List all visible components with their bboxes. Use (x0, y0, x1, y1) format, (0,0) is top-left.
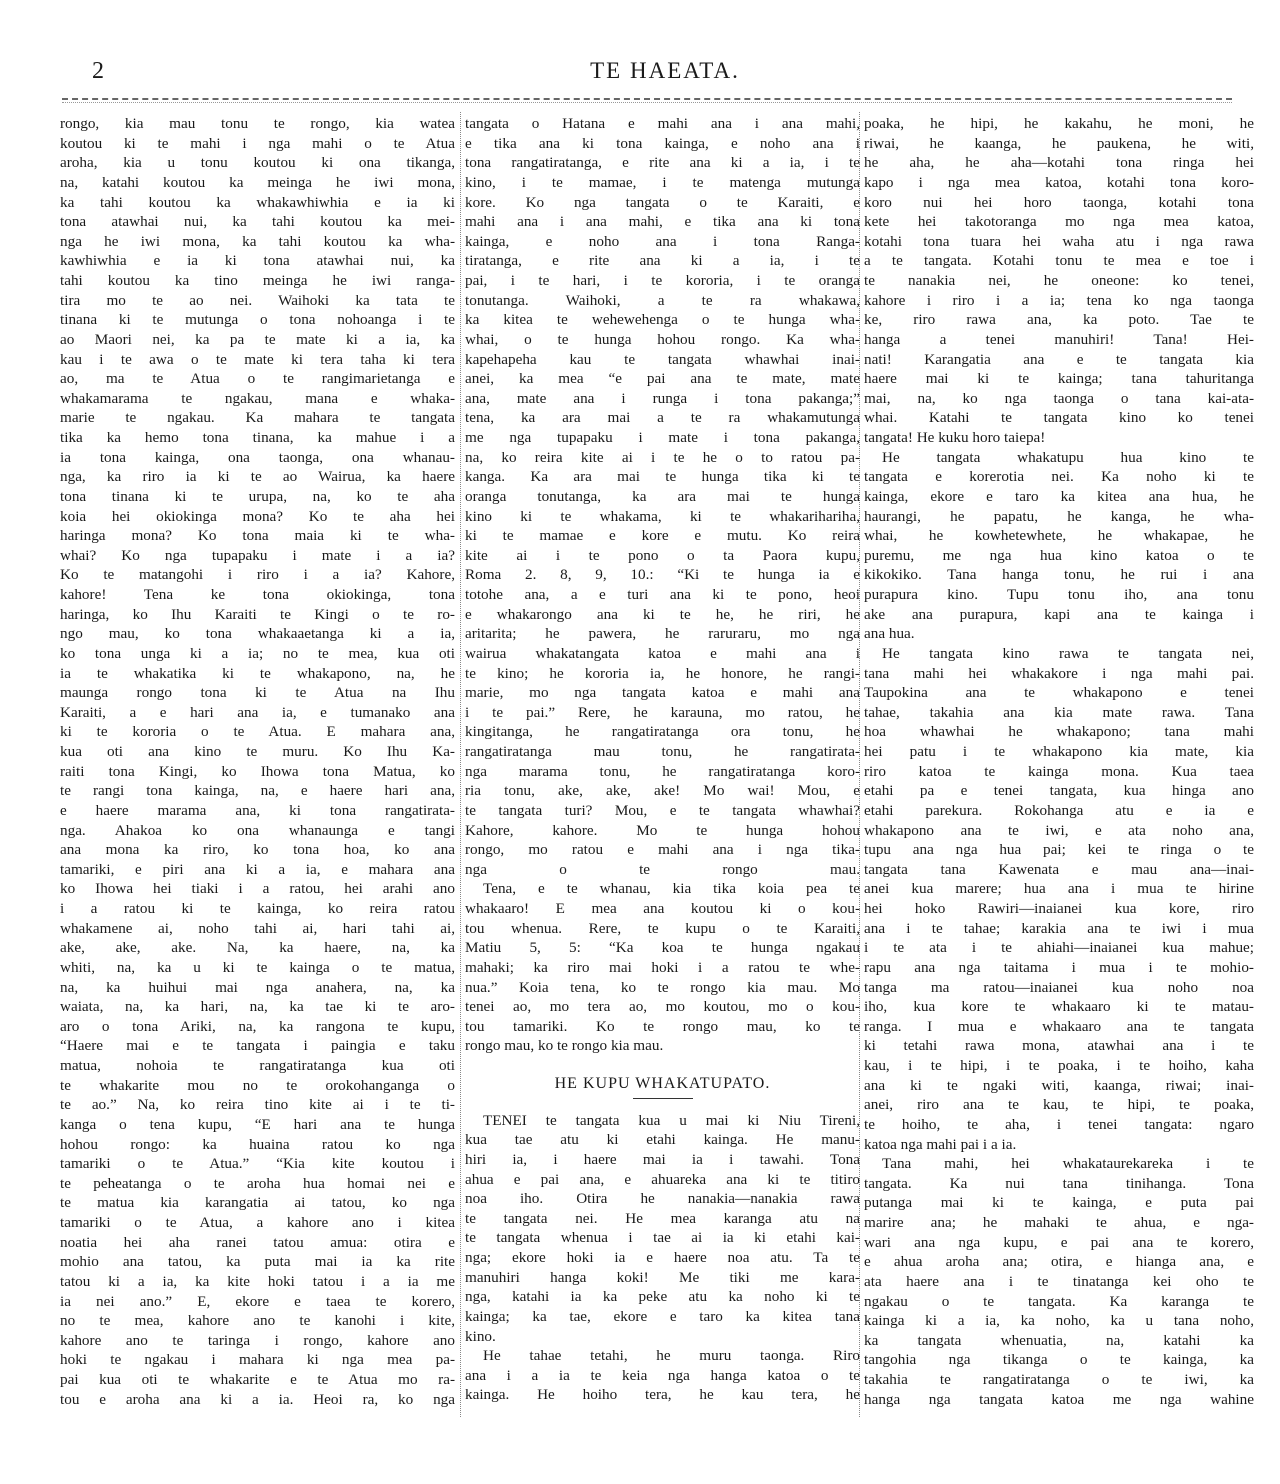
text-line: ata haere ana i te tinatanga kei oho te (864, 1272, 1254, 1290)
text-line: kainga; ka tae, ekore e taro ka kitea tana (465, 1307, 860, 1325)
text-line: Tana mahi, hei whakataurekareka i te (882, 1155, 1254, 1173)
text-line: nga o te rongo mau. (465, 860, 860, 878)
text-line: tanga ma ratou—inaianei kua noho noa (864, 978, 1254, 996)
text-line: whakaaro! E mea ana koutou ki o kou- (465, 900, 860, 917)
text-line: i a ratou ki te kainga, ko reira ratou (60, 900, 455, 917)
text-line: kawhiwhia e ia ki tona atawhai nui, ka (60, 252, 455, 270)
text-line: na, ka huihui mai nga anahera, na, ka (60, 978, 455, 996)
text-line: koutou ki te mahi i nga mahi o te Atua (60, 134, 455, 152)
text-line: nga he iwi mona, ka tahi koutou ka wha- (60, 232, 455, 250)
text-line: kapo i nga mea katoa, kotahi tona koro- (864, 173, 1254, 191)
text-line: kanga. Ka ara mai te hunga tika ki te (465, 468, 860, 486)
text-line: ka tangata whenuatia, na, katahi ka (864, 1331, 1254, 1349)
text-line: kainga, e noho ana i tona Ranga- (465, 232, 860, 250)
header-rule-secondary (62, 102, 1232, 103)
text-line: hoa whawhai he whakapono; tana mahi (864, 723, 1254, 741)
text-line: ao, ma te Atua o te rangimarietanga e (60, 370, 455, 388)
text-line: kino. (465, 1327, 496, 1345)
text-line: tangata. Ka nui tana tinihanga. Tona (864, 1174, 1254, 1192)
paragraph (465, 1346, 860, 1405)
text-line: ake ana purapura, kapi ana te kainga i (864, 605, 1254, 623)
text-line: ka kitea te wehewehenga o te hunga wha- (465, 311, 860, 329)
text-line: iho, kua kore te whakaaro ki te matau- (864, 998, 1254, 1016)
text-line: hei patu i te whakapono kia mate, kia (864, 743, 1254, 760)
text-line: kanga o tena kupu, “E hari ana te hunga (60, 1115, 455, 1133)
text-line: riro katoa te kainga mona. Kua taea (864, 762, 1254, 780)
text-line: nga; ekore hoki ia e haere noa atu. Ta te (465, 1249, 860, 1266)
text-line: purapura kino. Tupu tonu iho, ana tonu (864, 586, 1254, 603)
text-line: whiti, na, ka u ki te kainga o te matua, (60, 958, 455, 976)
text-line: tona rangatiratanga, e rite ana ki a ia, i te (465, 154, 860, 172)
text-line: i te ata i te ahiahi—inaianei kua mahue; (864, 939, 1254, 957)
text-line: ana i te tahae; karakia ana te iwi i mua (864, 919, 1254, 937)
text-line: waiata, na, ka hari, na, ka tae ki te aro- (60, 998, 455, 1016)
text-line: te hoiho, te aha, i tenei tangata: ngaro (864, 1115, 1254, 1133)
text-line: tou whenua. Rere, te kupu o te Karaiti, (465, 919, 860, 937)
text-line: katoa nga mahi pai i a ia. (864, 1135, 1017, 1153)
text-line: nati! Karangatia ana e te tangata kia (864, 350, 1254, 368)
text-line: e haere marama ana, ki tona rangatirata- (60, 801, 455, 819)
text-line: He tahae tetahi, he muru taonga. Riro (483, 1347, 860, 1365)
text-line: na, katahi koutou ka meinga he iwi mona, (60, 173, 455, 191)
text-line: no te mea, kahore ano te kanohi i kite, (60, 1312, 455, 1330)
text-line: kainga ki a ia, ka noho, ka u tana noho, (864, 1312, 1254, 1330)
paragraph (60, 114, 455, 1409)
text-line: marire ana; he mahaki te ahua, e nga- (864, 1214, 1254, 1231)
text-line: Kahore, kahore. Mo te hunga hohou (465, 821, 860, 839)
text-line: hiri ia, i haere mai ia i tawahi. Tona (465, 1150, 860, 1168)
text-line: kahore i riro i a ia; tena ko nga taonga (864, 291, 1254, 309)
text-line: Ko te matangohi i riro i a ia? Kahore, (60, 566, 455, 584)
text-line: hohou rongo: ka huaina ratou ko nga (60, 1135, 455, 1153)
text-line: koro nui hei horo taonga, kotahi tona (864, 193, 1254, 211)
text-line: ngo mau, ko tona whakaaetanga ki a ia, (60, 625, 455, 643)
text-line: hanga nga tangata katoa me nga wahine (864, 1390, 1254, 1408)
text-line: mahi ana i ana mahi, e tika ana ki tona (465, 213, 860, 231)
text-line: whai, he kowhetewhete, he whakapae, he (864, 527, 1254, 545)
text-line: ki tetahi rawa mona, atawhai ana i te (864, 1037, 1254, 1055)
text-line: ko tona unga ki a ia; no te mea, kua oti (60, 644, 455, 662)
text-line: ria tonu, ake, ake, ake! Mo wai! Mou, e (465, 782, 860, 800)
text-line: rangatiratanga mau tonu, he rangatirata- (465, 743, 860, 760)
column-2 (465, 114, 860, 1405)
text-line: te tangata whenua i tae ai ia ki etahi kai- (465, 1229, 860, 1247)
text-line: tangata! He kuku horo taiepa! (864, 429, 1046, 446)
text-line: marie te ngakau. Ka mahara te tangata (60, 409, 455, 427)
text-line: kainga. He hoiho tera, he kau tera, he (465, 1386, 860, 1404)
text-line: poaka, he hipi, he kakahu, he moni, he (864, 115, 1254, 132)
text-line: i te pai.” Rere, he karauna, mo ratou, he (465, 703, 860, 721)
text-line: puremu, me nga hua kino katoa o te (864, 546, 1254, 564)
text-line: Roma 2. 8, 9, 10.: “Ki te hunga ia e (465, 566, 860, 584)
text-line: te matua kia karangatia ai tatou, ko nga (60, 1194, 455, 1212)
text-line: nga marama tonu, he rangatiratanga koro- (465, 762, 860, 780)
text-line: He tangata whakatupu hua kino te (882, 448, 1254, 466)
text-line: te kino; he kororia ia, he honore, he rangi- (465, 664, 860, 682)
column-1 (60, 114, 455, 1409)
text-line: ahua e pai ana, e ahuareka ana ki te titiro (465, 1170, 860, 1188)
text-line: pai kua oti te whakarite e te Atua mo ra- (60, 1371, 455, 1388)
text-line: kau, i te hipi, i te poaka, i te hoiho, kaha (864, 1057, 1254, 1074)
text-line: totohe ana, a e turi ana ki te pono, heoi (465, 586, 860, 603)
text-line: kau i te awa o te mate ki tera taha ki tera (60, 350, 455, 368)
text-line: rongo, kia mau tonu te rongo, kia watea (60, 115, 455, 132)
paragraph (465, 114, 860, 879)
text-line: te tangata nei. He mea karanga atu na (465, 1209, 860, 1227)
text-line: matua, nohoia te rangatiratanga kua oti (60, 1057, 455, 1074)
paragraph (864, 448, 1254, 644)
text-line: Taupokina ana te whakapono e tenei (864, 684, 1254, 702)
text-line: wairua whakatangata katoa e mahi ana i (465, 644, 860, 662)
heading-rule (633, 1098, 693, 1099)
text-line: e ahua aroha ana; otira, e hianga ana, e (864, 1253, 1254, 1271)
text-line: kahore! Tena ke tona okiokinga, tona (60, 586, 455, 603)
text-line: etahi pa e tenei tangata, kua hinga ano (864, 782, 1254, 800)
text-line: nga, ka riro ia ki te ao Wairua, ka haere (60, 468, 455, 486)
text-line: te peheatanga o te aroha hua homai nei e (60, 1174, 455, 1192)
text-line: tonutanga. Waihoki, a te ra whakawa, (465, 291, 860, 309)
text-line: he aha, he aha—kotahi tona ringa hei (864, 154, 1254, 172)
text-line: e tika ana ki tona kainga, e noho ana i (465, 134, 860, 152)
text-line: tamariki, e piri ana ki a ia, e mahara ana (60, 860, 455, 878)
text-line: tira mo te ao nei. Waihoki ka tata te (60, 291, 455, 309)
text-line: tiratanga, e rite ana ki a ia, i te (465, 252, 860, 270)
text-line: ka tahi koutou ka whakawhiwhia e ia ki (60, 193, 455, 211)
text-line: manuhiri hanga koki! Me tiki me kara- (465, 1268, 860, 1286)
text-line: rongo, mo ratou e mahi ana i nga tika- (465, 841, 860, 859)
paragraph (864, 1154, 1254, 1409)
text-line: ia te whakatika ki te whakapono, na, he (60, 664, 455, 682)
text-line: Karaiti, a e hari ana ia, e tumanako ana (60, 703, 455, 721)
text-line: kore. Ko nga tangata o te Karaiti, e (465, 193, 860, 211)
text-line: raiti tona Kingi, ko Ihowa tona Matua, ko (60, 762, 455, 780)
text-line: haurangi, he papatu, he kanga, he wha- (864, 507, 1254, 525)
text-line: kite ai i te pono o ta Paora kupu, (465, 546, 860, 564)
text-line: mahaki; ka riro mai hoki i a ratou te whe- (465, 958, 860, 976)
section-heading: HE KUPU WHAKATUPATO. (554, 1075, 771, 1092)
text-line: ao Maori nei, ka pa te mate ki a ia, ka (60, 330, 455, 348)
text-line: riwai, he kaanga, he paukena, he witi, (864, 134, 1254, 152)
text-line: te nanakia nei, he oneone: ko tenei, (864, 272, 1254, 289)
text-line: hoki te ngakau i mahara ki nga mea pa- (60, 1351, 455, 1369)
text-line: na, ko reira kite ai i te he o to ratou pa- (465, 448, 860, 466)
text-line: kino, i te mamae, i te matenga mutunga (465, 173, 860, 191)
text-line: ana i a ia te keia nga hanga katoa o te (465, 1366, 860, 1384)
text-line: tamariki o te Atua, a kahore ano i kitea (60, 1214, 455, 1231)
text-line: ia nei ano.” E, ekore e taea te korero, (60, 1292, 455, 1310)
text-line: tenei ao, mo tera ao, mo koutou, mo o kou- (465, 998, 860, 1016)
text-line: ia tona kainga, ona taonga, ona whanau- (60, 448, 455, 466)
text-line: ranga. I mua e whakaaro ana te tangata (864, 1017, 1254, 1035)
text-line: tena, ka ara mai a te ra whakamutunga (465, 409, 860, 427)
text-line: kikokiko. Tana hanga tonu, he rui i ana (864, 566, 1254, 584)
text-line: te ao.” Na, ko reira tino kite ai i te ti- (60, 1096, 455, 1114)
text-line: haringa, ko Ihu Karaiti te Kingi o te ro- (60, 605, 455, 623)
header-rule (62, 98, 1232, 100)
text-line: nga, katahi ia ka peke atu ka noho ki te (465, 1288, 860, 1306)
text-line: haringa mona? Ko tona maia ki te wha- (60, 527, 455, 545)
text-line: tupu ana nga hua pai; kei te ringa o te (864, 841, 1254, 859)
text-line: Tena, e te whanau, kia tika koia pea te (483, 880, 860, 898)
text-line: tangohia nga tikanga o te kainga, ka (864, 1351, 1254, 1369)
text-line: maunga rongo tona ki te Atua na Ihu (60, 684, 455, 702)
text-line: te tangata turi? Mou, e te tangata whawhai? (465, 801, 860, 819)
text-line: kino ki te whakama, ki te whakarihariha, (465, 507, 860, 525)
text-line: nga. Ahakoa ko ona whanaunga e tangi (60, 821, 455, 839)
text-line: TENEI te tangata kua u mai ki Niu Tireni, (483, 1111, 860, 1129)
text-line: pai, i te hari, i te kororia, i te oranga (465, 272, 860, 289)
text-line: mohio ana tatou, ka puta mai ia ka rite (60, 1253, 455, 1271)
text-line: ki te mamae e kore e mutu. Ko reira (465, 527, 860, 545)
text-line: kua oti ana kino te muru. Ko Ihu Ka- (60, 743, 455, 760)
text-line: putanga mai ki te kainga, e puta pai (864, 1194, 1254, 1212)
paragraph (864, 644, 1254, 1154)
text-line: ki te kororia o te Atua. E mahara ana, (60, 723, 455, 741)
text-line: oranga tonutanga, ka ara mai te hunga (465, 487, 860, 505)
text-line: ana hua. (864, 625, 915, 643)
text-line: rapu ana nga taitama i mua i te mohio- (864, 958, 1254, 976)
text-line: Matiu 5, 5: “Ka koa te hunga ngakau (465, 939, 860, 957)
text-line: tika ka hemo tona tinana, ka mahue i a (60, 429, 455, 446)
text-line: tahi koutou ka tino meinga he iwi ranga- (60, 272, 455, 289)
text-line: takahia te rangatiratanga o te iwi, ka (864, 1371, 1254, 1388)
column-3 (864, 114, 1254, 1409)
text-line: tahae, takahia ana kia mate rawa. Tana (864, 703, 1254, 721)
text-line: tana mahi hei whakakore i nga mahi pai. (864, 664, 1254, 682)
text-line: hanga a tenei manuhiri! Tana! Hei- (864, 330, 1254, 348)
text-line: whai, o te hunga hohou rongo. Ka wha- (465, 330, 860, 348)
text-line: whakapono ana te iwi, e ata noho ana, (864, 821, 1254, 839)
text-line: ngakau o te tangata. Ka karanga te (864, 1292, 1254, 1310)
text-line: koia hei okiokinga mona? Ko te aha hei (60, 507, 455, 525)
text-line: te whakarite mou no te orokohanganga o (60, 1076, 455, 1094)
text-line: etahi parekura. Rokohanga atu e ia e (864, 801, 1254, 819)
text-line: aroha, kia u tonu koutou ki ona tikanga, (60, 154, 455, 172)
text-line: hei hoko Rawiri—inaianei kua kore, riro (864, 900, 1254, 917)
text-line: tangata e korerotia nei. Ka noho ki te (864, 468, 1254, 486)
text-line: whakamarama te ngakau, mana e whaka- (60, 389, 455, 407)
text-line: noatia hei aha ranei tatou amua: otira e (60, 1233, 455, 1251)
text-line: tinana ki te mutunga o tona nohoanga i te (60, 311, 455, 329)
text-line: wari ana nga kupu, e pai ana te korero, (864, 1233, 1254, 1251)
text-line: He tangata kino rawa te tangata nei, (882, 644, 1254, 662)
text-line: marie, mo nga tangata katoa e mahi ana (465, 684, 860, 702)
text-line: me nga tupapaku i mate i tona pakanga, (465, 429, 860, 446)
text-line: tangata o Hatana e mahi ana i ana mahi, (465, 115, 860, 132)
text-line: kete hei takotoranga mo nga mea katoa, (864, 213, 1254, 231)
text-line: tamariki o te Atua.” “Kia kite koutou i (60, 1155, 455, 1173)
column-divider (460, 112, 461, 1417)
text-line: tona tinana ki te urupa, na, ko te aha (60, 487, 455, 505)
text-line: tangata tana Kawenata e mau ana—inai- (864, 860, 1254, 878)
text-line: kotahi tona tuara hei waha atu i nga rawa (864, 232, 1254, 250)
text-line: tatou ki a ia, ka kite hoki tatou i a ia me (60, 1272, 455, 1290)
text-line: ana mona ka riro, ko tona hoa, ko ana (60, 841, 455, 859)
page-number: 2 (92, 58, 104, 84)
text-line: te rangi tona kainga, na, e haere hari ana, (60, 782, 455, 800)
text-line: “Haere mai e te tangata i paingia e taku (60, 1037, 455, 1055)
text-line: aritarita; he pawera, he raruraru, mo nga (465, 625, 860, 643)
text-line: nua.” Koia tena, ko te rongo kia mau. Mo (465, 978, 860, 996)
text-line: ana ki te ngaki witi, kaanga, riwai; inai- (864, 1076, 1254, 1094)
text-line: kua tae atu ki etahi kainga. He manu- (465, 1131, 860, 1149)
text-line: kingitanga, he rangatiratanga ora tonu, he (465, 723, 860, 741)
paragraph (465, 879, 860, 1056)
text-line: anei kua marere; hua ana i mua te hirine (864, 880, 1254, 898)
text-line: rongo mau, ko te rongo kia mau. (465, 1037, 664, 1055)
text-line: kapehapeha kau te tangata whawhai inai- (465, 350, 860, 368)
text-line: tou tamariki. Ko te rongo mau, ko te (465, 1017, 860, 1035)
text-line: ko Ihowa hei tiaki i a ratou, hei arahi ano (60, 880, 455, 898)
text-line: aro o tona Ariki, na, ka rangona te kupu, (60, 1017, 455, 1035)
text-line: haere mai ki te kainga; tana tahuritanga (864, 370, 1254, 388)
text-line: ke, riro rawa ana, ka poto. Tae te (864, 311, 1254, 329)
text-line: noa iho. Otira he nanakia—nanakia rawa (465, 1190, 860, 1208)
text-line: whakamene ai, noho tahi ai, hari tahi ai, (60, 919, 455, 937)
text-line: mai, na, ko nga taonga o tana kai-ata- (864, 389, 1254, 407)
text-line: anei, ka mea “e pai ana te mate, mate (465, 370, 860, 388)
text-line: anei, riro ana te kau, te hipi, te poaka, (864, 1096, 1254, 1114)
text-line: e whakarongo ana ki te he, he riri, he (465, 605, 860, 623)
text-line: whai? Ko nga tupapaku i mate i a ia? (60, 546, 455, 564)
text-line: tona atawhai nui, ka tahi koutou ka mei- (60, 213, 455, 231)
text-line: tou e aroha ana ki a ia. Heoi ra, ko nga (60, 1390, 455, 1408)
text-line: ake, ake, ake. Na, ka haere, na, ka (60, 939, 455, 957)
text-line: kainga, ekore e taro ka kitea ana hua, he (864, 487, 1254, 505)
text-line: ana, mate ana i runga i tona pakanga;” (465, 389, 860, 407)
paragraph (864, 114, 1254, 448)
text-line: whai. Katahi te tangata kino ko tenei (864, 409, 1254, 427)
text-line: kahore ano te taringa i rongo, kahore ano (60, 1331, 455, 1349)
paragraph (465, 1111, 860, 1347)
newspaper-title: TE HAEATA. (590, 58, 740, 83)
text-line: a te tangata. Kotahi tonu te mea e toe i (864, 252, 1254, 270)
